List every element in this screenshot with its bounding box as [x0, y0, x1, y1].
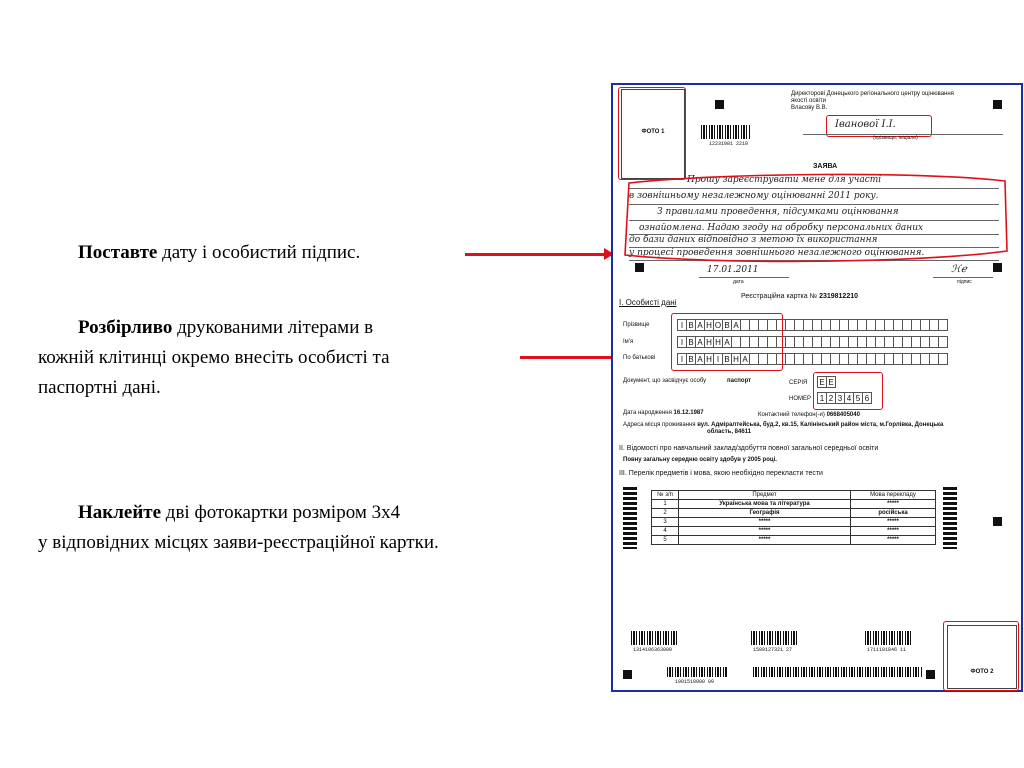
letter-cell[interactable]: Н	[704, 319, 714, 331]
statement-line-6: у процесі проведення зовнішнього незалежного оцінювання.	[629, 248, 925, 258]
arrow-date	[465, 253, 605, 256]
letter-cell[interactable]: В	[686, 336, 696, 348]
th-language: Мова перекладу	[851, 491, 936, 500]
letter-cell[interactable]: В	[722, 353, 732, 365]
barcode-bottom-3	[865, 631, 911, 645]
cell-lang: *****	[851, 527, 936, 536]
cell-lang: *****	[851, 500, 936, 509]
cell-num: 1	[652, 500, 679, 509]
reg-card-title: Реєстраційна картка №	[741, 293, 818, 300]
barcode-bottom-2	[751, 631, 797, 645]
statement-line-4: ознайомлена. Надаю згоду на обробку персональних даних	[639, 223, 924, 233]
date-label: дата	[733, 279, 744, 285]
registration-mark	[715, 100, 724, 109]
barcode-long	[753, 667, 923, 677]
sender-name: Іванової І.І.	[835, 119, 896, 130]
letter-cell[interactable]: 6	[862, 392, 872, 404]
letter-cell[interactable]: В	[722, 319, 732, 331]
letter-cell[interactable]: 1	[817, 392, 827, 404]
letter-cell[interactable]: А	[695, 353, 705, 365]
cell-num: 5	[652, 536, 679, 545]
letter-cell[interactable]: І	[677, 353, 687, 365]
address-block	[623, 422, 1018, 436]
doc-type: паспорт	[727, 378, 752, 384]
sign-line	[933, 277, 993, 278]
name-label: Ім'я	[623, 339, 634, 345]
cell-num: 4	[652, 527, 679, 536]
photo-1-highlight	[618, 87, 686, 180]
letter-cell[interactable]: А	[731, 319, 741, 331]
letter-cell[interactable]: О	[714, 321, 722, 330]
section-1-title: І. Особисті дані	[619, 298, 677, 307]
address-value-2: область, 84611	[707, 429, 752, 435]
registration-mark	[993, 517, 1002, 526]
cell-subject: Українська мова та література	[679, 500, 851, 509]
sign-label: підпис	[957, 279, 972, 285]
th-subject: Предмет	[679, 491, 851, 500]
barcode-top-number: 12231981 2210	[709, 141, 749, 147]
phone-label-text: Контактний телефон(-и)	[758, 412, 825, 418]
number-label: НОМЕР	[789, 396, 812, 402]
instruction-print-line2: кожній клітинці окремо внесіть особисті та	[38, 347, 390, 368]
passport-highlight	[813, 372, 883, 410]
sender-caption: (прізвище, ініціали)	[873, 135, 918, 141]
letter-cell[interactable]: І	[677, 336, 687, 348]
barcode-last-number: 1901510000 00	[675, 679, 715, 685]
cell-subject: *****	[679, 518, 851, 527]
cell-lang: *****	[851, 518, 936, 527]
phone-value: 0668405040	[826, 412, 860, 418]
date-line	[699, 277, 789, 278]
barcode-last	[667, 667, 727, 677]
letter-cell[interactable]: А	[695, 319, 705, 331]
instruction-date-text: дату і особистий підпис.	[157, 242, 361, 263]
form-title: ЗАЯВА	[813, 163, 838, 170]
reg-card-number: 2319812210	[819, 293, 859, 300]
letter-cell[interactable]: А	[722, 336, 732, 348]
instruction-print-bold: Розбірливо	[78, 317, 173, 338]
cell-num: 2	[652, 509, 679, 518]
cell-subject: Географія	[679, 509, 851, 518]
letter-cell[interactable]: Н	[713, 336, 723, 348]
scan-marks-left	[623, 487, 637, 549]
table-row	[652, 527, 936, 536]
reg-card-label	[741, 293, 858, 300]
table-row	[652, 518, 936, 527]
address-label: Адреса місця проживання	[623, 422, 696, 428]
th-number: № з/п	[652, 491, 679, 500]
letter-cell[interactable]: Н	[704, 353, 714, 365]
letter-cell[interactable]: 5	[853, 392, 863, 404]
letter-cell[interactable]	[938, 353, 948, 365]
birth-label-text: Дата народження	[623, 410, 672, 416]
photo-1-label: ФОТО 1	[641, 128, 665, 135]
photo-2-label: ФОТО 2	[970, 669, 994, 676]
instruction-print-line1: друкованими літерами в	[172, 317, 374, 338]
cell-lang: російська	[851, 509, 936, 518]
registration-mark	[926, 670, 935, 679]
subjects-header	[652, 491, 936, 500]
letter-cell[interactable]: 4	[844, 392, 854, 404]
cell-subject: *****	[679, 536, 851, 545]
letter-cell[interactable]	[938, 319, 948, 331]
phone-label	[758, 412, 860, 419]
registration-mark	[623, 670, 632, 679]
statement-line-2: в зовнішньому незалежному оцінюванні 2011 року.	[629, 191, 879, 201]
letter-cell[interactable]: Е	[826, 376, 836, 388]
letter-cell[interactable]: В	[686, 319, 696, 331]
registration-mark	[993, 100, 1002, 109]
letter-cell[interactable]: А	[695, 336, 705, 348]
series-label: СЕРІЯ	[789, 380, 808, 386]
letter-cell[interactable]: 2	[826, 392, 836, 404]
birth-value: 16.12.1987	[673, 410, 704, 416]
table-row	[652, 536, 936, 545]
birth-label	[623, 410, 704, 417]
registration-form	[611, 83, 1023, 692]
instruction-print-line3: паспортні дані.	[38, 377, 161, 398]
instruction-print	[38, 313, 598, 403]
instruction-photos	[38, 498, 598, 558]
addressee	[791, 91, 991, 112]
addressee-line-3: Власову В.В.	[791, 105, 828, 111]
section-2-value: Повну загальну середню освіту здобув у 2005 році.	[623, 457, 777, 463]
barcode-bottom-1-number: 1314106363000	[633, 647, 673, 653]
letter-cell[interactable]: Н	[704, 336, 714, 348]
letter-cell[interactable]: І	[713, 353, 723, 365]
cell-subject: *****	[679, 527, 851, 536]
barcode-bottom-2-number: 1589127321 27	[753, 647, 793, 653]
letter-cell[interactable]: В	[686, 353, 696, 365]
statement-line-1: Прошу зареєструвати мене для участі	[687, 175, 882, 185]
statement-line-5: до бази даних відповідно з метою їх використання	[629, 235, 878, 245]
letter-cell[interactable]: Н	[731, 353, 741, 365]
surname-label: Прізвище	[623, 322, 650, 328]
instruction-photos-line2: у відповідних місцях заяви-реєстраційної картки.	[38, 532, 439, 553]
statement-highlight	[619, 171, 1011, 267]
barcode-top	[701, 125, 751, 139]
instruction-photos-bold: Наклейте	[78, 502, 162, 523]
letter-cell[interactable]	[938, 336, 948, 348]
section-3-title: ІІІ. Перелік предметів і мова, якою необхідно перекласти тести	[619, 470, 823, 477]
signature: ℋℯ	[951, 264, 967, 275]
letter-cell[interactable]: Е	[817, 376, 827, 388]
letter-cell[interactable]: І	[677, 319, 687, 331]
cell-lang: *****	[851, 536, 936, 545]
subjects-table	[651, 490, 936, 545]
address-value: вул. Адміралтейська, буд.2, кв.15, Калінінський район міста, м.Горлівка, Донецька	[697, 422, 944, 428]
letter-cell[interactable]: 3	[835, 392, 845, 404]
addressee-line-2: якості освіти	[791, 98, 826, 104]
barcode-bottom-3-number: 1711101846 11	[867, 647, 907, 653]
date-value: 17.01.2011	[707, 265, 759, 275]
instruction-photos-line1: дві фотокартки розміром 3х4	[161, 502, 401, 523]
section-2-title: ІІ. Відомості про навчальний заклад/здобуття повної загальної середньої освіти	[619, 445, 879, 452]
instruction-date-bold: Поставте	[78, 242, 158, 263]
addressee-line-1: Директорові Донецького регіонального центру оцінювання	[791, 91, 954, 97]
cell-num: 3	[652, 518, 679, 527]
table-row	[652, 509, 936, 518]
barcode-bottom-1	[631, 631, 677, 645]
letter-cell[interactable]: А	[740, 353, 750, 365]
table-row	[652, 500, 936, 509]
scan-marks-right	[943, 487, 957, 549]
photo-2-highlight	[943, 621, 1019, 691]
doc-label: Документ, що засвідчує особу	[623, 378, 707, 384]
personal-data-highlight	[671, 313, 783, 371]
patronymic-label: По батькові	[623, 355, 656, 361]
statement-line-3: З правилами проведення, підсумками оцінювання	[657, 207, 899, 217]
